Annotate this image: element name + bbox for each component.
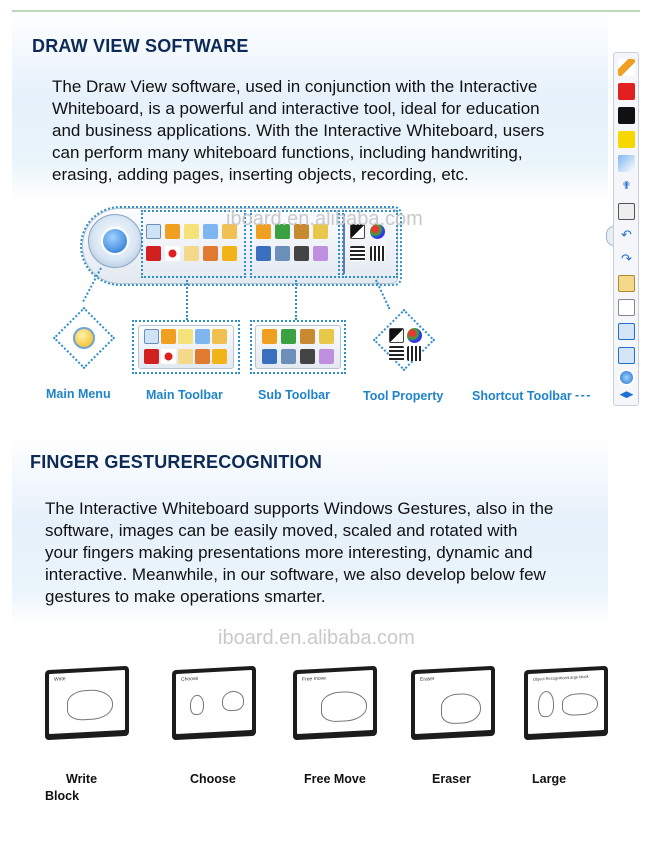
tablet-screen-title: Choose: [181, 675, 199, 683]
tablet-screen-title: Free move: [302, 675, 326, 683]
hand-icon: [190, 695, 204, 716]
label-shortcut-toolbar: Shortcut Toolbar: [472, 389, 572, 403]
shape-icon[interactable]: [212, 329, 227, 344]
next-page-icon[interactable]: [618, 347, 635, 364]
description-line: erasing, adding pages, inserting objects, recording, etc.: [52, 165, 469, 184]
menu-orb-icon[interactable]: [618, 369, 635, 386]
screenshot-icon[interactable]: [618, 203, 635, 220]
brush-icon[interactable]: [300, 329, 315, 344]
calligraphy-icon[interactable]: [300, 349, 315, 364]
description-line: Whiteboard, is a powerful and interactive tool, ideal for education: [52, 99, 540, 118]
folder-icon[interactable]: [212, 349, 227, 364]
watermark: iboard.en.alibaba.com: [218, 627, 415, 649]
move-icon[interactable]: ✟: [621, 180, 632, 192]
description-line: interactive. Meanwhile, in our software, we also develop below few: [45, 565, 546, 584]
gesture-tablet-large-block: [524, 666, 608, 740]
tablet-screen: [297, 670, 373, 734]
tablet-screen-title: Object Recognition/Large block: [533, 673, 589, 682]
line-style-icon[interactable]: [370, 246, 385, 261]
texture-pen-icon[interactable]: [319, 349, 334, 364]
gesture-label-write: Write: [66, 772, 98, 786]
gesture-label-choose: Choose: [190, 772, 236, 786]
line-width-icon[interactable]: [350, 246, 365, 261]
gesture-tablet-eraser: [411, 666, 495, 740]
description-line: gestures to make operations smarter.: [45, 587, 326, 606]
gesture-tablet-free-move: [293, 666, 377, 740]
text-icon[interactable]: [178, 329, 193, 344]
yellow-color-icon[interactable]: [618, 131, 635, 148]
connector-line: [186, 280, 188, 320]
marker-icon[interactable]: [281, 329, 296, 344]
color-picker-icon[interactable]: [389, 328, 404, 343]
select-icon[interactable]: [144, 329, 159, 344]
finger-gesture-description: [45, 498, 605, 608]
tablet-screen: [415, 670, 491, 734]
gesture-tablet-choose: [172, 666, 256, 740]
description-line: your fingers making presentations more interesting, dynamic and: [45, 543, 533, 562]
undo-icon[interactable]: ↶: [621, 227, 632, 242]
description-line: software, images can be easily moved, scaled and rotated with: [45, 521, 518, 540]
line-width-icon[interactable]: [389, 346, 404, 361]
camera-icon[interactable]: [161, 349, 176, 364]
hand-icon: [441, 693, 481, 725]
redo-icon[interactable]: ↷: [621, 251, 632, 266]
toolbox-icon[interactable]: [203, 246, 218, 261]
record-icon[interactable]: [144, 349, 159, 364]
gesture-label-block: Block: [45, 789, 80, 803]
tablet-screen-title: Write: [54, 676, 66, 683]
tablet-screen-title: Eraser: [420, 675, 435, 683]
toolbox-icon[interactable]: [195, 349, 210, 364]
shortcut-toolbar: [613, 52, 639, 406]
line-style-icon[interactable]: [407, 346, 422, 361]
black-color-icon[interactable]: [618, 107, 635, 124]
document-icon[interactable]: [184, 246, 199, 261]
note-icon[interactable]: [618, 275, 635, 292]
select-icon[interactable]: [146, 224, 161, 239]
gesture-label-free-move: Free Move: [304, 772, 366, 786]
camera-icon[interactable]: [165, 246, 180, 261]
section-heading-draw-view: DRAW VIEW SOFTWARE: [32, 36, 249, 56]
folder-icon[interactable]: [222, 246, 237, 261]
eraser-icon[interactable]: [195, 329, 210, 344]
main-menu-orb-icon[interactable]: [101, 227, 129, 255]
pen-icon[interactable]: [165, 224, 180, 239]
palette-icon[interactable]: [407, 328, 422, 343]
texture-pen-icon[interactable]: [313, 246, 328, 261]
section-heading-finger-gesture: FINGER GESTURERECOGNITION: [30, 452, 323, 472]
gesture-tablet-write: [45, 666, 129, 740]
hand-icon: [321, 690, 367, 722]
draw-view-description: [52, 76, 604, 186]
hand-icon: [222, 690, 244, 711]
description-line: The Interactive Whiteboard supports Windows Gestures, also in the: [45, 499, 554, 518]
highlighter-icon[interactable]: [319, 329, 334, 344]
label-tool-property: Tool Property: [363, 389, 444, 403]
new-page-icon[interactable]: [618, 299, 635, 316]
description-line: and business applications. With the Interactive Whiteboard, users: [52, 121, 545, 140]
tablet-screen: [176, 670, 252, 734]
label-shortcut-dots: - - -: [575, 388, 590, 402]
description-line: can perform many whiteboard functions, including handwriting,: [52, 143, 523, 162]
tablet-screen: [528, 670, 604, 734]
watermark: iboard.en.alibaba.com: [226, 208, 423, 230]
smart-pen-icon[interactable]: [275, 246, 290, 261]
pen-icon[interactable]: [161, 329, 176, 344]
smart-pen-icon[interactable]: [281, 349, 296, 364]
red-color-icon[interactable]: [618, 83, 635, 100]
description-line: The Draw View software, used in conjunction with the Interactive: [52, 77, 538, 96]
eraser-icon[interactable]: [618, 155, 635, 172]
pencil-icon[interactable]: [262, 329, 277, 344]
pen-blue-icon[interactable]: [256, 246, 271, 261]
gesture-label-eraser: Eraser: [432, 772, 471, 786]
label-main-toolbar: Main Toolbar: [146, 388, 223, 402]
expand-icon[interactable]: ◀▶: [619, 389, 634, 399]
connector-line: [295, 280, 297, 320]
label-main-menu: Main Menu: [46, 387, 111, 401]
document-icon[interactable]: [178, 349, 193, 364]
hand-icon: [538, 691, 554, 718]
label-sub-toolbar: Sub Toolbar: [258, 388, 330, 402]
hand-icon: [562, 692, 598, 716]
main-menu-orb-icon[interactable]: [73, 327, 95, 349]
tablet-screen: [49, 670, 125, 734]
hand-icon: [67, 689, 113, 721]
pen-blue-icon[interactable]: [262, 349, 277, 364]
previous-page-icon[interactable]: [618, 323, 635, 340]
calligraphy-icon[interactable]: [294, 246, 309, 261]
gesture-label-large: Large: [532, 772, 567, 786]
record-icon[interactable]: [146, 246, 161, 261]
text-icon[interactable]: [184, 224, 199, 239]
pen-icon[interactable]: [618, 59, 635, 76]
tool-property-diamond: [373, 309, 435, 371]
eraser-icon[interactable]: [203, 224, 218, 239]
